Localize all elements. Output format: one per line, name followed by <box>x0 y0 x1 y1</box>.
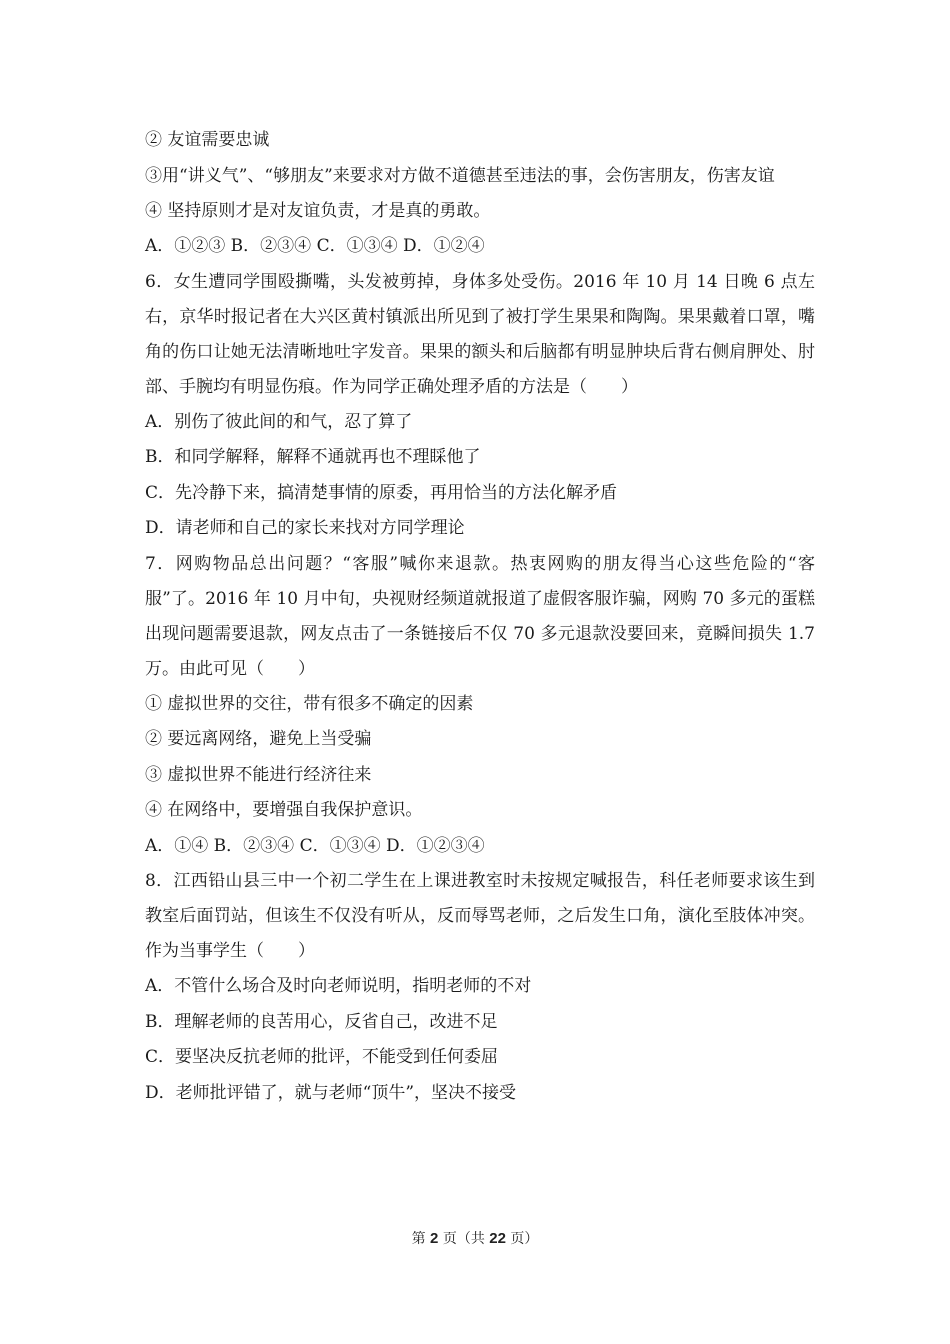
q8-option-d: D．老师批评错了，就与老师“顶牛”，坚决不接受 <box>145 1082 517 1103</box>
footer-page-number: 2 <box>430 1230 439 1247</box>
q7-stem: 7．网购物品总出问题？“客服”喊你来退款。热衷网购的朋友得当心这些危险的“客服”了。2016 年 10 月中旬，央视财经频道就报道了虚假客服诈骗，网购 70 多元的蛋糕出现问题需要退款，网友点击了一条链接后不仅 70 多元退款没要回来，竟瞬间损失 1.7 万。由此可见（ ） <box>145 553 815 679</box>
q8-option-c: C．要坚决反抗老师的批评，不能受到任何委屈 <box>145 1047 499 1067</box>
page-footer <box>0 1228 950 1248</box>
q6-option-d: D．请老师和自己的家长来找对方同学理论 <box>145 518 465 538</box>
footer-mid: 页（共 <box>442 1231 485 1247</box>
q7-statement-1: ① 虚拟世界的交往，带有很多不确定的因素 <box>145 693 474 714</box>
q6-option-a: A．别伤了彼此间的和气，忍了算了 <box>145 411 413 432</box>
q5-statement-4: ④ 坚持原则才是对友谊负责，才是真的勇敢。 <box>145 200 491 221</box>
q7-statement-4: ④ 在网络中，要增强自我保护意识。 <box>145 800 423 820</box>
q7-statement-3: ③ 虚拟世界不能进行经济往来 <box>145 764 372 785</box>
document-body <box>145 123 815 1111</box>
q5-options: A．①②③ B．②③④ C．①③④ D．①②④ <box>145 236 485 256</box>
q5-statement-3: ③用“讲义气”、“够朋友”来要求对方做不道德甚至违法的事，会伤害朋友，伤害友谊 <box>145 165 775 186</box>
q6-stem: 6．女生遭同学围殴撕嘴，头发被剪掉，身体多处受伤。2016 年 10 月 14 日晚 6 点左右，京华时报记者在大兴区黄村镇派出所见到了被打学生果果和陶陶。果果戴着口罩，嘴角的伤口让她无法清晰地吐字发音。果果的额头和后脑都有明显肿块后背右侧肩胛处、肘部、手腕均有明显伤痕。作为同学正确处理矛盾的方法是（ ） <box>145 271 816 397</box>
footer-suffix: 页） <box>510 1231 539 1247</box>
q8-option-a: A．不管什么场合及时向老师说明，指明老师的不对 <box>145 976 532 996</box>
q6-option-b: B．和同学解释，解释不通就再也不理睬他了 <box>145 447 481 467</box>
q7-statement-2: ② 要远离网络，避免上当受骗 <box>145 729 372 749</box>
q5-statement-2: ② 友谊需要忠诚 <box>145 130 270 150</box>
q8-stem: 8．江西铅山县三中一个初二学生在上课进教室时未按规定喊报告，科任老师要求该生到教室后面罚站，但该生不仅没有听从，反而辱骂老师，之后发生口角，演化至肢体冲突。作为当事学生（ ） <box>145 871 815 961</box>
footer-total-pages: 22 <box>489 1230 506 1247</box>
q7-options: A．①④ B．②③④ C．①③④ D．①②③④ <box>145 835 485 856</box>
footer-prefix: 第 <box>411 1231 426 1247</box>
q6-option-c: C．先冷静下来，搞清楚事情的原委，再用恰当的方法化解矛盾 <box>145 482 618 503</box>
q8-option-b: B．理解老师的良苦用心，反省自己，改进不足 <box>145 1011 498 1032</box>
